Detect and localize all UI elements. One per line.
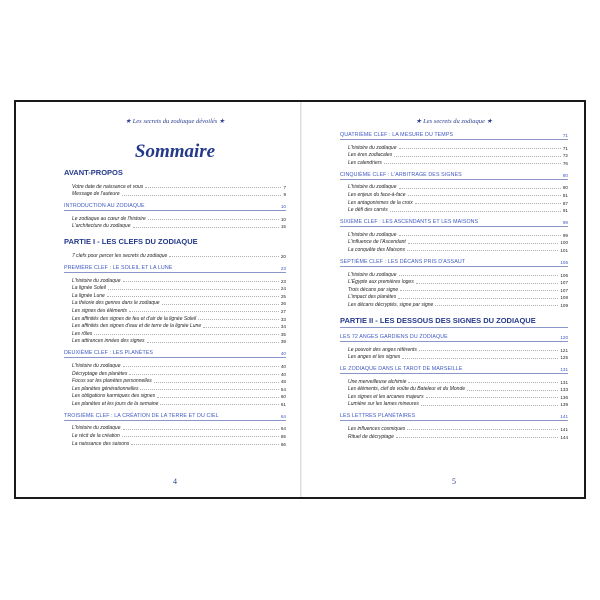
toc-entry[interactable] [72,399,286,407]
dot-leader [384,163,561,164]
toc-entry-page: 65 [280,434,286,440]
toc-entry[interactable] [348,293,568,301]
dot-leader [147,342,279,343]
chapter-title: SEPTIÈME CLEF : LES DÉCANS PRIS D'ASSAUT [340,258,466,265]
toc-section [340,413,568,439]
dot-leader [421,405,558,406]
chapter-title: DEUXIÈME CLEF : LES PLANÈTES [64,350,154,357]
dot-leader [160,404,278,405]
toc-entry-page: 9 [283,192,286,198]
toc-section [340,259,568,308]
right-page [340,102,568,497]
dot-leader [416,283,559,284]
toc-entry[interactable] [72,392,286,400]
left-toc [64,168,286,447]
toc-section [340,366,568,407]
dot-leader [140,389,278,390]
dot-leader [396,437,558,438]
dot-leader [122,195,282,196]
toc-entry[interactable] [72,439,286,447]
toc-section [64,413,286,447]
toc-entry[interactable] [72,306,286,314]
toc-entry-page: 141 [560,427,568,433]
toc-entry-title: 7 clefs pour percer les secrets du zodiaque [72,252,168,259]
toc-entry-page: 7 [283,184,286,190]
chapter-heading[interactable] [340,219,568,227]
chapter-heading[interactable] [340,132,568,140]
toc-entry-page: 66 [280,441,286,447]
book-gutter [300,102,302,497]
toc-entry-page: 133 [560,387,568,393]
entry-list [340,183,568,213]
toc-entry-page: 20 [280,253,286,259]
dot-leader [408,195,561,196]
entry-list [64,361,286,407]
dot-leader [129,374,279,375]
toc-section [340,334,568,360]
toc-entry-title: Les antagonismes de la croix [348,199,413,206]
toc-entry[interactable] [72,314,286,322]
toc-entry[interactable] [348,377,568,385]
dot-leader [123,429,279,430]
toc-entry[interactable] [72,284,286,292]
toc-entry-page: 76 [562,160,568,166]
chapter-page-number: 71 [562,133,568,138]
toc-entry[interactable] [348,198,568,206]
toc-entry-title: Message de l'auteure [72,191,120,198]
dot-leader [157,397,279,398]
toc-entry[interactable] [72,214,286,222]
chapter-heading[interactable] [340,172,568,180]
toc-entry-title: Les calendriers [348,159,382,166]
chapter-title: LES LETTRES PLANÉTAIRES [340,413,416,420]
toc-entry-title: Le récit de la création [72,433,120,440]
dot-leader [399,235,561,236]
toc-entry-title: L'histoire du zodiaque [348,144,397,151]
dot-leader [435,305,558,306]
toc-entry-page: 23 [280,278,286,284]
toc-entry[interactable] [348,158,568,166]
chapter-heading[interactable] [64,203,286,211]
toc-section [64,237,286,259]
toc-entry-page: 139 [560,402,568,408]
part-heading[interactable]: PARTIE I - LES CLEFS DU ZODIAQUE [64,237,198,247]
toc-entry-page: 64 [280,426,286,432]
toc-entry-page: 136 [560,394,568,400]
entry-list [340,230,568,253]
part-heading[interactable]: PARTIE II - LES DESSOUS DES SIGNES DU ZODIAQUE [340,316,568,328]
chapter-heading[interactable] [340,366,568,374]
chapter-title: QUATRIÈME CLEF : LA MESURE DU TEMPS [340,132,454,138]
chapter-heading[interactable] [340,413,568,421]
toc-entry-page: 48 [280,379,286,385]
dot-leader [399,188,561,189]
toc-entry[interactable] [348,245,568,253]
toc-entry-page: 125 [560,355,568,361]
toc-entry-page: 25 [280,293,286,299]
toc-entry[interactable] [72,222,286,230]
chapter-title: PREMIÈRE CLEF : LE SOLEIL ET LA LUNE [64,264,173,271]
toc-entry[interactable] [72,299,286,307]
dot-leader [402,358,558,359]
entry-list [64,251,286,259]
toc-entry-title: Trois décans par signe [348,286,399,293]
left-running-head: ★ Les secrets du zodiaque dévoilés ★ [125,118,225,125]
toc-entry-title: L'histoire du zodiaque [72,425,121,432]
toc-entry-title: L'impact des planètes [348,294,397,301]
toc-entry[interactable] [348,300,568,308]
toc-entry-page: 61 [280,401,286,407]
dot-leader [419,350,558,351]
toc-entry[interactable] [72,369,286,377]
toc-entry[interactable] [72,322,286,330]
toc-entry-page: 34 [280,324,286,330]
toc-entry-title: La conquête des Maisons [348,246,405,253]
entry-list [340,377,568,407]
toc-entry-title: La théorie des genres dans le zodiaque [72,300,160,307]
chapter-title: INTRODUCTION AU ZODIAQUE [64,203,145,210]
toc-entry[interactable] [348,238,568,246]
toc-entry-title: L'histoire du zodiaque [72,277,121,284]
right-toc [340,132,568,440]
toc-entry-title: Les affinités des signes de feu et d'air de la lignée Soleil [72,315,197,322]
toc-section [64,350,286,407]
toc-entry-page: 72 [562,153,568,159]
toc-entry[interactable] [348,432,568,440]
toc-section [64,265,286,344]
page-title: Sommaire [134,141,216,162]
toc-entry[interactable] [348,206,568,214]
dot-leader [107,296,279,297]
right-running-head: ★ Les secrets du zodiaque ★ [415,118,493,125]
toc-entry-page: 100 [560,240,568,246]
toc-entry-title: Les ères zodiacales [348,152,393,159]
toc-entry[interactable] [348,385,568,393]
toc-entry-title: Le zodiaque au cœur de l'histoire [72,215,146,222]
toc-entry[interactable] [72,251,286,259]
toc-section [64,168,286,197]
toc-entry-title: Les éléments, clef de voûte du Bateleur et du Monde [348,386,466,393]
toc-entry[interactable] [348,143,568,151]
toc-entry-title: Les enjeux du face-à-face [348,191,406,198]
toc-entry-title: L'histoire du zodiaque [72,362,121,369]
dot-leader [408,382,558,383]
chapter-title: CINQUIÈME CLEF : L'ARBITRAGE DES SIGNES [340,171,462,178]
chapter-heading[interactable] [64,413,286,421]
toc-entry[interactable] [348,353,568,361]
toc-entry-page: 15 [280,224,286,230]
dot-leader [198,319,279,320]
toc-entry-title: Les signes et les arcanes majeurs [348,393,424,400]
chapter-page-number: 141 [560,414,568,420]
dot-leader [162,304,279,305]
toc-entry[interactable] [72,190,286,198]
dot-leader [407,250,558,251]
entry-list [340,270,568,308]
toc-entry-page: 35 [280,331,286,337]
chapter-page-number: 120 [560,334,568,340]
dot-leader [123,281,279,282]
entry-list [64,276,286,344]
toc-entry[interactable] [348,392,568,400]
toc-entry-title: L'Égypte aux premières loges [348,279,414,286]
toc-entry-page: 71 [562,145,568,151]
toc-entry-page: 27 [280,308,286,314]
toc-entry-title: Une merveilleuse alchimie [348,378,407,385]
toc-entry-title: La lignée Lune [72,292,105,299]
toc-entry[interactable] [72,361,286,369]
chapter-heading[interactable] [64,265,286,273]
toc-entry[interactable] [348,285,568,293]
toc-entry-title: L'architecture du zodiaque [72,223,131,230]
toc-entry[interactable] [72,291,286,299]
chapter-page-number: 10 [280,204,286,210]
dot-leader [108,289,279,290]
toc-section [340,316,568,328]
dot-leader [145,187,281,188]
toc-entry-page: 107 [560,280,568,286]
toc-entry-page: 24 [280,286,286,292]
dot-leader [467,390,558,391]
toc-entry[interactable] [348,278,568,286]
toc-entry-page: 99 [562,232,568,238]
toc-entry-title: Lumière sur les lames mineures [348,401,419,408]
toc-entry-page: 54 [280,386,286,392]
toc-entry-title: Les anges et les signes [348,354,401,361]
dot-leader [400,290,558,291]
dot-leader [122,436,279,437]
dot-leader [390,211,561,212]
entry-list [64,214,286,229]
entry-list [340,345,568,360]
entry-list [64,424,286,447]
toc-entry-page: 26 [280,301,286,307]
toc-entry-title: Les obligations karmiques des signes [72,393,156,400]
toc-entry-page: 33 [280,316,286,322]
toc-entry-page: 10 [280,216,286,222]
dot-leader [408,243,559,244]
left-page-number: 4 [173,477,177,486]
toc-entry-title: Focus sur les planètes personnelles [72,378,152,385]
toc-entry[interactable] [72,424,286,432]
toc-entry-page: 40 [280,371,286,377]
dot-leader [399,275,559,276]
dot-leader [407,429,558,430]
entry-list [64,182,286,197]
entry-list [340,143,568,166]
chapter-page-number: 80 [562,172,568,178]
toc-entry-title: L'histoire du zodiaque [348,184,397,191]
dot-leader [94,334,279,335]
dot-leader [203,327,279,328]
chapter-title: LES 72 ANGES GARDIENS DU ZODIAQUE [340,333,448,340]
dot-leader [133,227,279,228]
dot-leader [154,382,279,383]
dot-leader [399,148,561,149]
toc-entry[interactable] [348,345,568,353]
toc-entry-page: 81 [562,192,568,198]
toc-entry-page: 40 [280,363,286,369]
chapter-title: SIXIÈME CLEF : LES ASCENDANTS ET LES MAISONS [340,219,479,226]
toc-entry[interactable] [348,183,568,191]
chapter-heading[interactable] [64,350,286,358]
toc-entry-page: 131 [560,379,568,385]
toc-entry[interactable] [348,424,568,432]
toc-entry-page: 106 [560,272,568,278]
toc-entry-page: 80 [562,185,568,191]
toc-entry[interactable] [72,337,286,345]
toc-entry-title: Décryptage des planètes [72,370,128,377]
chapter-page-number: 64 [280,413,286,419]
open-book-spread [14,100,586,499]
chapter-title: LE ZODIAQUE DANS LE TAROT DE MARSEILLE [340,366,463,373]
toc-entry-title: L'histoire du zodiaque [348,271,397,278]
entry-list [340,424,568,439]
toc-entry-page: 144 [560,434,568,440]
chapter-page-number: 106 [560,259,568,265]
toc-entry[interactable] [72,329,286,337]
toc-entry-title: L'histoire du zodiaque [348,231,397,238]
toc-entry-title: Les influences cosmiques [348,426,406,433]
toc-entry[interactable] [72,384,286,392]
toc-entry-page: 60 [280,394,286,400]
toc-entry[interactable] [348,400,568,408]
dot-leader [398,298,558,299]
toc-section [340,132,568,166]
toc-entry-page: 91 [562,208,568,214]
dot-leader [129,311,279,312]
section-heading[interactable]: AVANT-PROPOS [64,168,123,177]
toc-entry[interactable] [72,182,286,190]
dot-leader [123,366,279,367]
toc-entry-page: 101 [560,247,568,253]
toc-entry[interactable] [348,230,568,238]
toc-entry-title: Le défi des carrés [348,207,388,214]
chapter-page-number: 23 [280,265,286,271]
toc-entry-title: Votre date de naissance et vous [72,183,144,190]
chapter-page-number: 131 [560,367,568,373]
toc-entry-title: Rituel de décryptage [348,433,394,440]
toc-entry[interactable] [348,151,568,159]
toc-entry-title: Les affinités des signes d'eau et de terre de la lignée Lune [72,323,202,330]
toc-entry-title: Les attirances innées des signes [72,338,145,345]
toc-entry-page: 107 [560,287,568,293]
dot-leader [415,203,561,204]
right-page-number: 5 [452,477,456,486]
toc-entry-title: L'influence de l'Ascendant [348,239,406,246]
dot-leader [148,219,279,220]
chapter-heading[interactable] [340,334,568,342]
toc-entry[interactable] [72,377,286,385]
toc-entry-page: 39 [280,339,286,345]
left-page [64,102,286,497]
chapter-page-number: 99 [562,220,568,226]
toc-entry-title: Les rôles [72,330,93,337]
chapter-title: TROISIÈME CLEF : LA CRÉATION DE LA TERRE ET DU CIEL [64,412,219,419]
toc-entry-title: Les planètes générationnelles [72,385,139,392]
chapter-heading[interactable] [340,259,568,267]
toc-entry-page: 87 [562,200,568,206]
toc-section [64,203,286,229]
toc-entry-page: 108 [560,295,568,301]
toc-entry[interactable] [348,270,568,278]
toc-section [340,172,568,213]
toc-entry-title: Le pouvoir des anges référents [348,346,417,353]
dot-leader [426,397,559,398]
toc-entry[interactable] [348,190,568,198]
dot-leader [394,156,561,157]
toc-entry-title: La lignée Soleil [72,285,106,292]
dot-leader [131,444,279,445]
toc-entry-page: 121 [560,347,568,353]
toc-entry-title: Les signes des éléments [72,307,128,314]
toc-entry[interactable] [72,276,286,284]
toc-entry-page: 109 [560,302,568,308]
toc-entry-title: La naissance des saisons [72,440,130,447]
chapter-page-number: 40 [280,351,286,357]
toc-entry-title: Les décans décryptés, signe par signe [348,301,434,308]
toc-entry-title: Les planètes et les jours de la semaine [72,400,159,407]
toc-entry[interactable] [72,431,286,439]
dot-leader [169,256,279,257]
toc-section [340,219,568,253]
